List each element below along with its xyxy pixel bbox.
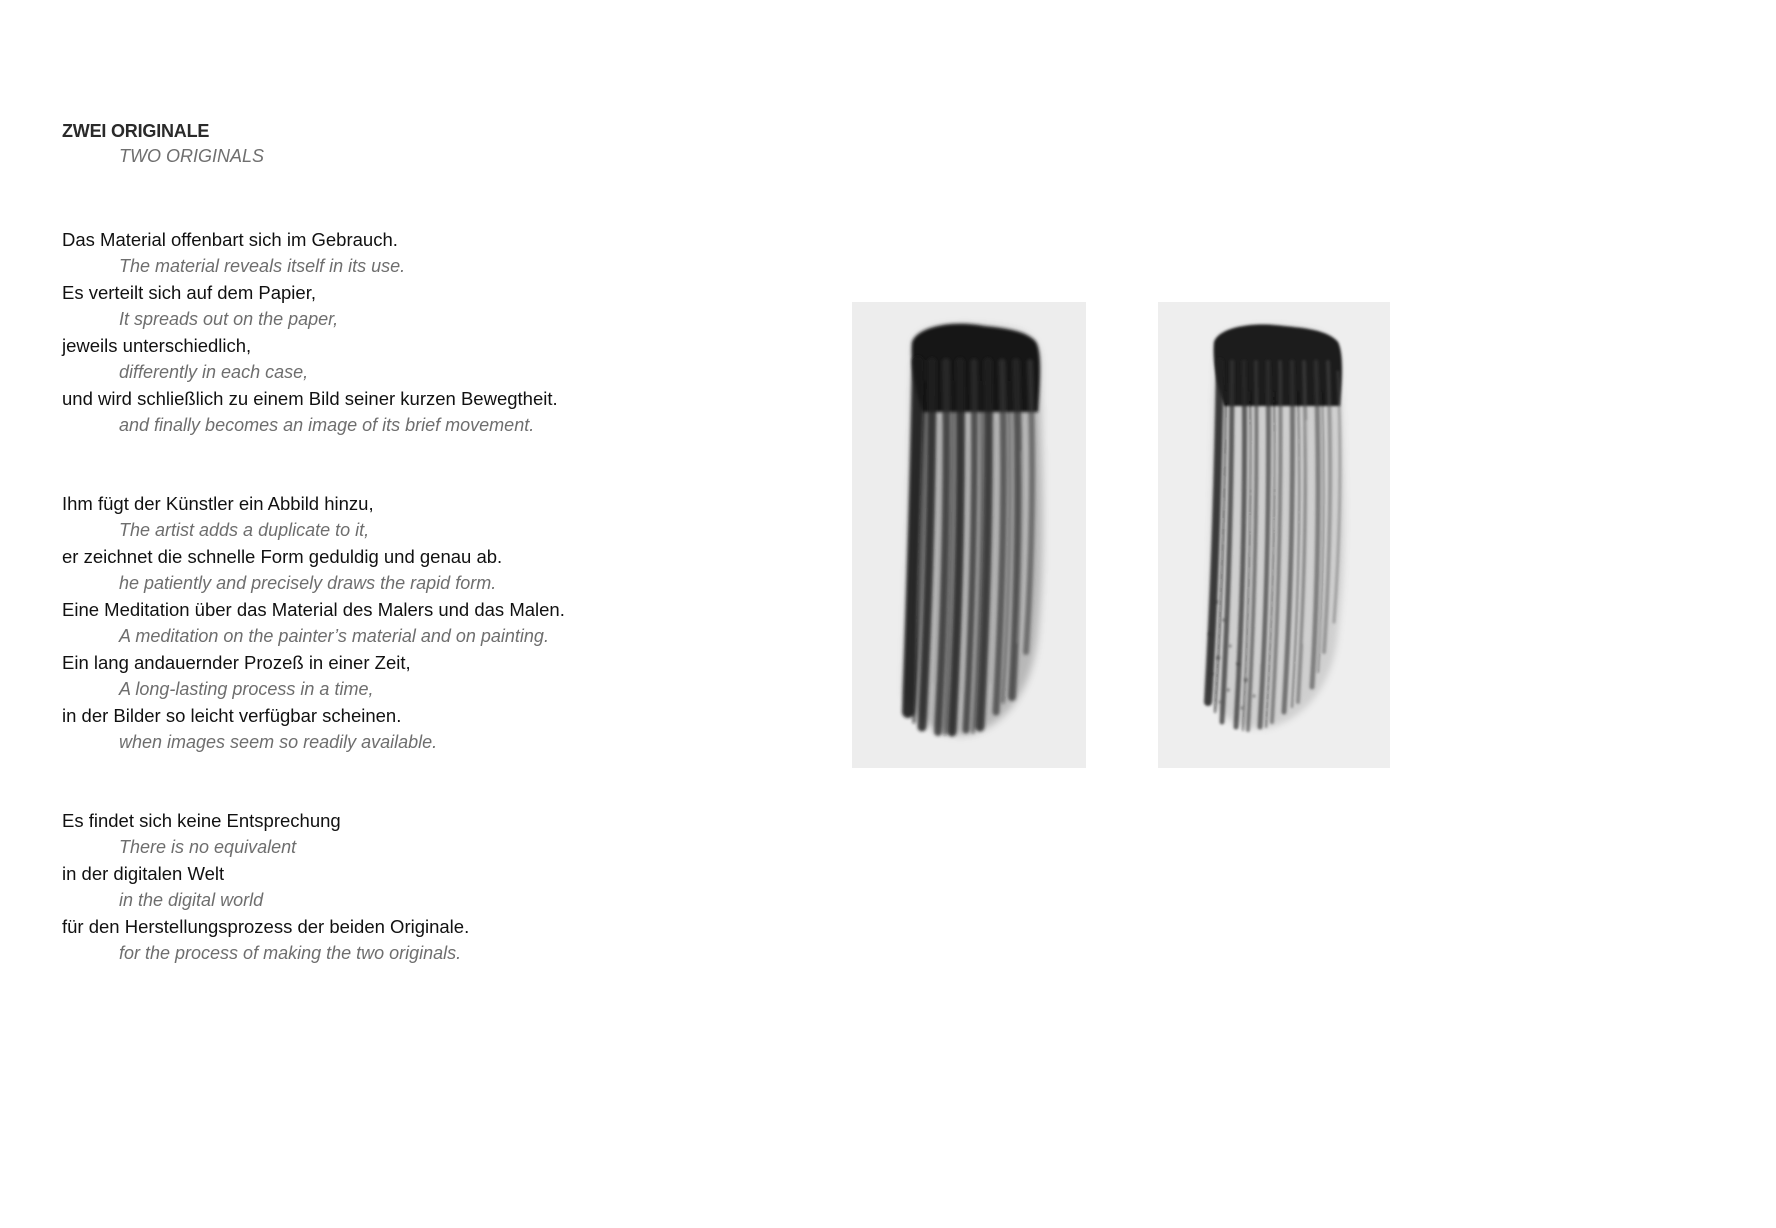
title-block [62,119,762,169]
artwork-original-image [852,302,1086,768]
artwork-duplicate-image [1158,302,1390,768]
line-english: The material reveals itself in its use. [119,256,406,276]
line-german: Ihm fügt der Künstler ein Abbild hinzu, [62,493,374,514]
line-german: für den Herstellungsprozess der beiden Originale. [62,916,470,937]
poem-text-column [62,119,762,966]
line-german: und wird schließlich zu einem Bild seiner kurzen Bewegtheit. [62,388,558,409]
line-english: A meditation on the painter’s material and on painting. [119,626,549,646]
line-german: in der digitalen Welt [62,863,225,884]
line-german: jeweils unterschiedlich, [62,335,252,356]
line-english: A long-lasting process in a time, [119,679,374,699]
line-german: in der Bilder so leicht verfügbar scheinen. [62,705,402,726]
line-german: Eine Meditation über das Material des Malers und das Malen. [62,599,565,620]
stanza-1 [62,226,762,438]
line-german: Das Material offenbart sich im Gebrauch. [62,229,398,250]
title-german: ZWEI ORIGINALE [62,121,210,141]
stanza-3 [62,807,762,966]
line-german: er zeichnet die schnelle Form geduldig und genau ab. [62,546,503,567]
line-english: The artist adds a duplicate to it, [119,520,370,540]
line-english: There is no equivalent [119,837,297,857]
line-german: Ein lang andauernder Prozeß in einer Zeit, [62,652,411,673]
line-english: and finally becomes an image of its brief movement. [119,415,535,435]
line-english: when images seem so readily available. [119,732,438,752]
line-english: It spreads out on the paper, [119,309,339,329]
line-english: differently in each case, [119,362,309,382]
line-english: he patiently and precisely draws the rapid form. [119,573,497,593]
brush-stroke-original-icon [852,302,1086,768]
title-english: TWO ORIGINALS [119,146,265,166]
stanza-2 [62,490,762,755]
brush-stroke-duplicate-icon [1158,302,1390,768]
line-german: Es findet sich keine Entsprechung [62,810,341,831]
line-english: for the process of making the two originals. [119,943,462,963]
line-english: in the digital world [119,890,264,910]
line-german: Es verteilt sich auf dem Papier, [62,282,316,303]
